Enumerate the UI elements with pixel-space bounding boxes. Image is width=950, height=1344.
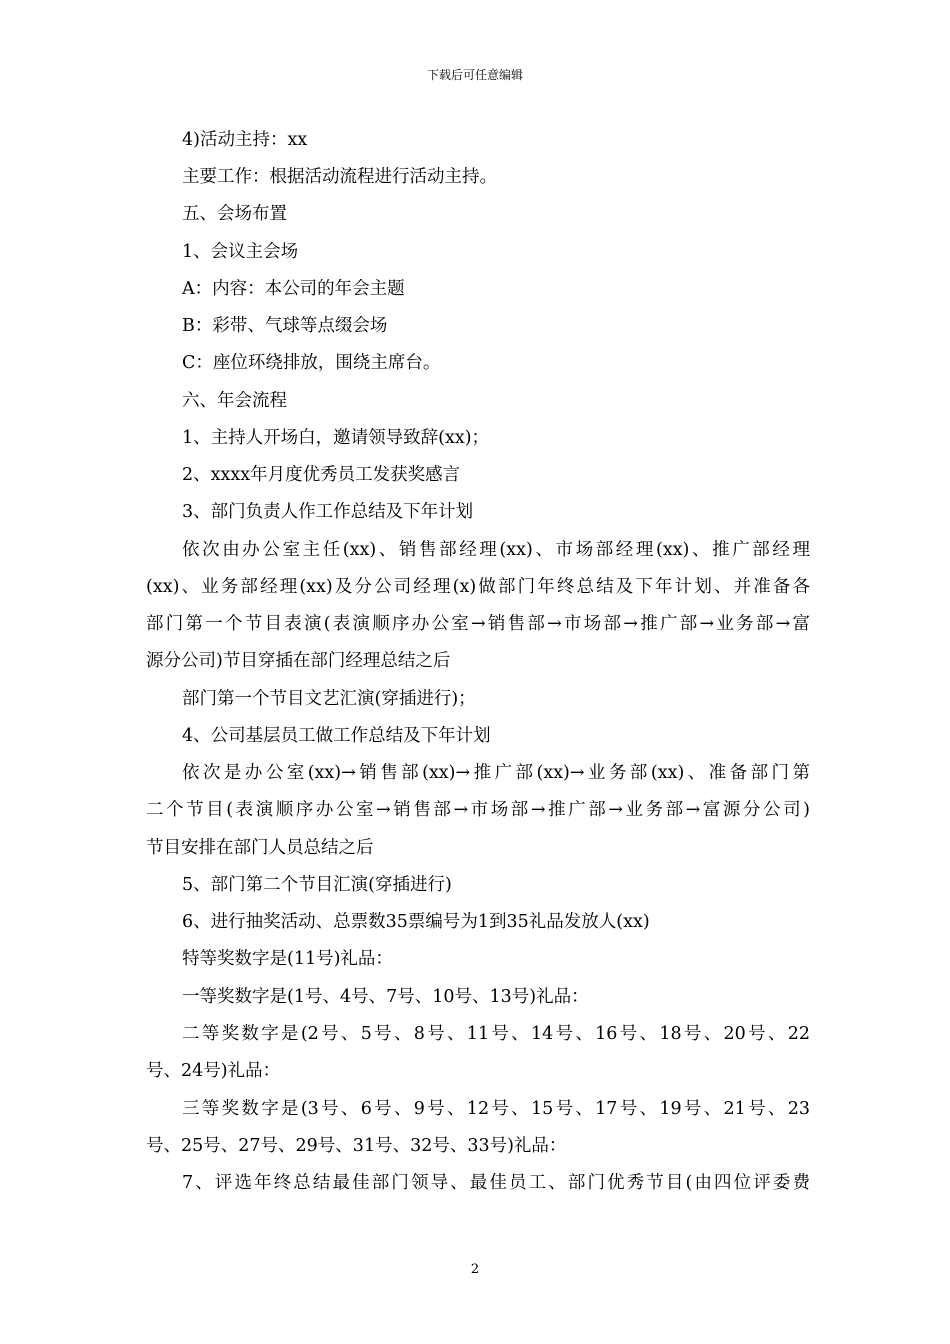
- paragraph-line: 主要工作：根据活动流程进行活动主持。: [182, 167, 497, 187]
- paragraph-line: 5、部门第二个节目汇演(穿插进行): [182, 875, 452, 895]
- paragraph-line: 部门第一个节目表演(表演顺序办公室→销售部→市场部→推广部→业务部→富: [146, 614, 810, 634]
- page-number: 2: [470, 1262, 480, 1277]
- paragraph-line: 源分公司)节目穿插在部门经理总结之后: [146, 651, 451, 671]
- paragraph-line: 节目安排在部门人员总结之后: [146, 838, 374, 858]
- paragraph-line: 2、xxxx年月度优秀员工发获奖感言: [182, 465, 461, 485]
- paragraph-line: 一等奖数字是(1号、4号、7号、10号、13号)礼品：: [182, 987, 589, 1007]
- paragraph-line: 号、24号)礼品：: [146, 1061, 281, 1081]
- paragraph-line: C：座位环绕排放，围绕主席台。: [182, 353, 441, 373]
- paragraph-line: 号、25号、27号、29号、31号、32号、33号)礼品：: [146, 1136, 567, 1156]
- paragraph-line: 1、会议主会场: [182, 242, 299, 262]
- paragraph-line: 依次是办公室(xx)→销售部(xx)→推广部(xx)→业务部(xx)、准备部门第: [182, 763, 810, 783]
- paragraph-line: 二个节目(表演顺序办公室→销售部→市场部→推广部→业务部→富源分公司): [146, 800, 810, 820]
- paragraph-line: 4、公司基层员工做工作总结及下年计划: [182, 726, 491, 746]
- page-header: 下载后可任意编辑: [426, 68, 523, 82]
- paragraph-line: 1、主持人开场白，邀请领导致辞(xx)；: [182, 428, 490, 448]
- paragraph-line: A：内容：本公司的年会主题: [182, 279, 405, 299]
- section-heading: 六、年会流程: [182, 391, 287, 411]
- paragraph-line: 部门第一个节目文艺汇演(穿插进行)；: [182, 689, 476, 709]
- paragraph-line: 依次由办公室主任(xx)、销售部经理(xx)、市场部经理(xx)、推广部经理: [182, 540, 810, 560]
- paragraph-line: 二等奖数字是(2号、5号、8号、11号、14号、16号、18号、20号、22: [182, 1024, 810, 1044]
- paragraph-line: B：彩带、气球等点缀会场: [182, 316, 388, 336]
- paragraph-line: (xx)、业务部经理(xx)及分公司经理(x)做部门年终总结及下年计划、并准备各: [146, 577, 810, 597]
- paragraph-line: 三等奖数字是(3号、6号、9号、12号、15号、17号、19号、21号、23: [182, 1099, 810, 1119]
- paragraph-line: 4)活动主持：xx: [182, 130, 308, 150]
- paragraph-line: 6、进行抽奖活动、总票数35票编号为1到35礼品发放人(xx): [182, 912, 650, 932]
- paragraph-line: 7、评选年终总结最佳部门领导、最佳员工、部门优秀节目(由四位评委费: [182, 1173, 810, 1193]
- paragraph-line: 3、部门负责人作工作总结及下年计划: [182, 502, 474, 522]
- paragraph-line: 特等奖数字是(11号)礼品：: [182, 949, 393, 969]
- section-heading: 五、会场布置: [182, 204, 287, 224]
